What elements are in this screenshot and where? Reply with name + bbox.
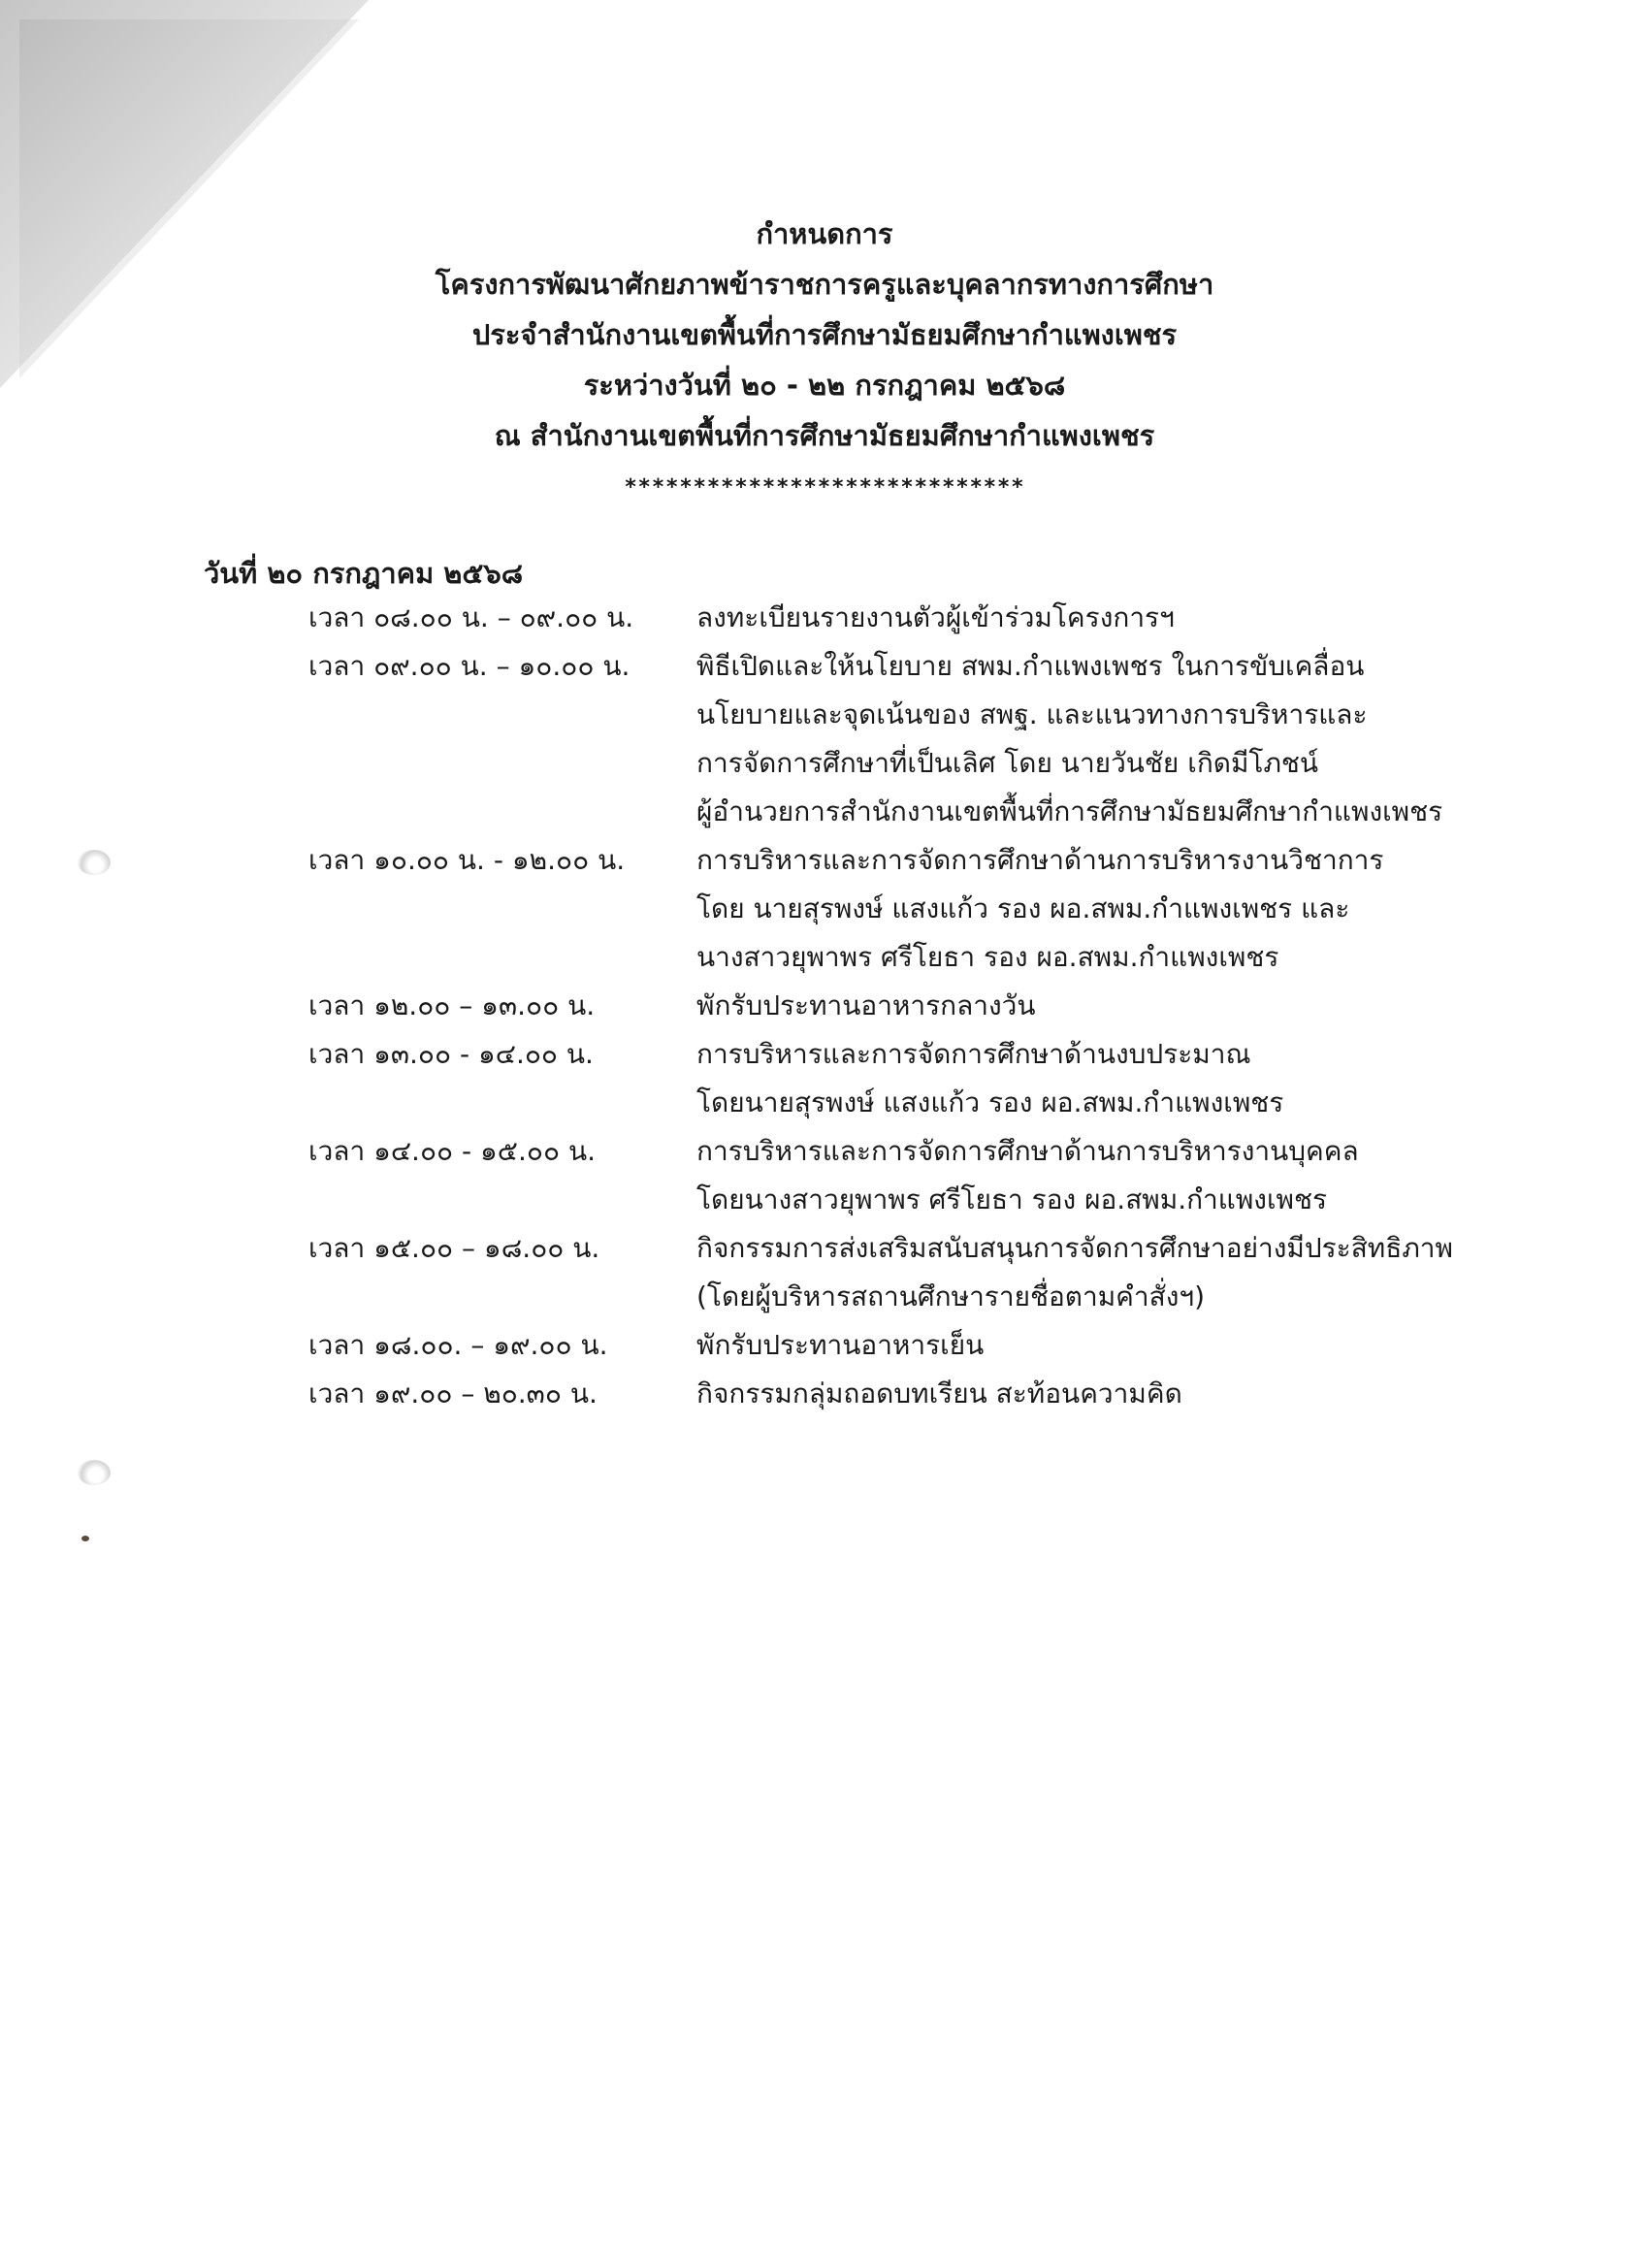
- schedule-item: [0, 642, 1649, 836]
- schedule-description-line: นางสาวยุพาพร ศรีโยธา รอง ผอ.สพม.กำแพงเพชร: [696, 941, 1279, 973]
- header-title: กำหนดการ: [756, 217, 893, 250]
- schedule-list: [0, 594, 1649, 1418]
- schedule-description: [696, 1321, 1649, 1370]
- schedule-description-line: พิธีเปิดและให้นโยบาย สพม.กำแพงเพชร ในการขับเคลื่อน: [696, 650, 1365, 682]
- schedule-description-line: พักรับประทานอาหารกลางวัน: [696, 989, 1036, 1021]
- schedule-description-line: การจัดการศึกษาที่เป็นเลิศ โดย นายวันชัย เกิดมีโภชน์: [696, 747, 1319, 779]
- schedule-description-line: นโยบายและจุดเน้นของ สพฐ. และแนวทางการบริหารและ: [696, 698, 1368, 730]
- schedule-time: เวลา ๑๒.๐๐ – ๑๓.๐๐ น.: [308, 989, 596, 1021]
- schedule-description: [696, 642, 1649, 836]
- schedule-description: [696, 836, 1649, 982]
- schedule-time: เวลา ๑๙.๐๐ – ๒๐.๓๐ น.: [308, 1377, 598, 1409]
- header-office: ประจำสำนักงานเขตพื้นที่การศึกษามัธยมศึกษากำแพงเพชร: [471, 318, 1178, 351]
- schedule-description-line: โดยนายสุรพงษ์ แสงแก้ว รอง ผอ.สพม.กำแพงเพชร: [696, 1086, 1284, 1118]
- separator: *****************************: [624, 475, 1025, 500]
- header-project-name: โครงการพัฒนาศักยภาพข้าราชการครูและบุคลากรทางการศึกษา: [435, 268, 1214, 301]
- day-title: วันที่ ๒๐ กรกฎาคม ๒๕๖๘: [204, 557, 524, 590]
- schedule-time: เวลา ๑๔.๐๐ - ๑๕.๐๐ น.: [308, 1135, 597, 1167]
- schedule-time: เวลา ๐๘.๐๐ น. – ๐๙.๐๐ น.: [308, 601, 634, 633]
- schedule-description-line: การบริหารและการจัดการศึกษาด้านการบริหารงานบุคคล: [696, 1135, 1359, 1167]
- schedule-time: เวลา ๑๘.๐๐. – ๑๙.๐๐ น.: [308, 1329, 608, 1361]
- schedule-item: [0, 1030, 1649, 1127]
- schedule-description: [696, 594, 1649, 642]
- schedule-time: เวลา ๑๐.๐๐ น. - ๑๒.๐๐ น.: [308, 844, 626, 876]
- punch-hole-mark: [78, 1460, 111, 1485]
- schedule-description: [696, 1127, 1649, 1224]
- schedule-description-line: (โดยผู้บริหารสถานศึกษารายชื่อตามคำสั่งฯ): [696, 1280, 1206, 1312]
- schedule-item: [0, 1224, 1649, 1321]
- header-venue: ณ สำนักงานเขตพื้นที่การศึกษามัธยมศึกษากำแพงเพชร: [494, 419, 1155, 452]
- schedule-description-line: ผู้อำนวยการสำนักงานเขตพื้นที่การศึกษามัธยมศึกษากำแพงเพชร: [696, 795, 1443, 827]
- schedule-description: [696, 1030, 1649, 1127]
- schedule-description-line: กิจกรรมการส่งเสริมสนับสนุนการจัดการศึกษาอย่างมีประสิทธิภาพ: [696, 1232, 1453, 1264]
- schedule-item: [0, 1127, 1649, 1224]
- schedule-item: [0, 1321, 1649, 1370]
- schedule-description: [696, 1370, 1649, 1418]
- schedule-time: เวลา ๐๙.๐๐ น. – ๑๐.๐๐ น.: [308, 650, 630, 682]
- schedule-description-line: โดย นายสุรพงษ์ แสงแก้ว รอง ผอ.สพม.กำแพงเพชร และ: [696, 892, 1350, 924]
- header-date-range: ระหว่างวันที่ ๒๐ - ๒๒ กรกฎาคม ๒๕๖๘: [583, 369, 1066, 402]
- schedule-time: เวลา ๑๕.๐๐ – ๑๘.๐๐ น.: [308, 1232, 600, 1264]
- schedule-time: เวลา ๑๓.๐๐ - ๑๔.๐๐ น.: [308, 1038, 594, 1070]
- schedule-description: [696, 1224, 1649, 1321]
- schedule-item: [0, 836, 1649, 982]
- schedule-description: [696, 982, 1649, 1030]
- schedule-description-line: โดยนางสาวยุพาพร ศรีโยธา รอง ผอ.สพม.กำแพงเพชร: [696, 1183, 1328, 1215]
- schedule-item: [0, 982, 1649, 1030]
- schedule-description-line: พักรับประทานอาหารเย็น: [696, 1329, 985, 1361]
- schedule-description-line: การบริหารและการจัดการศึกษาด้านการบริหารงานวิชาการ: [696, 844, 1384, 876]
- document-header: [0, 209, 1649, 461]
- schedule-item: [0, 594, 1649, 642]
- schedule-description-line: ลงทะเบียนรายงานตัวผู้เข้าร่วมโครงการฯ: [696, 601, 1175, 633]
- speck-mark: [81, 1536, 89, 1541]
- schedule-description-line: กิจกรรมกลุ่มถอดบทเรียน สะท้อนความคิด: [696, 1377, 1182, 1409]
- schedule-item: [0, 1370, 1649, 1418]
- schedule-description-line: การบริหารและการจัดการศึกษาด้านงบประมาณ: [696, 1038, 1251, 1070]
